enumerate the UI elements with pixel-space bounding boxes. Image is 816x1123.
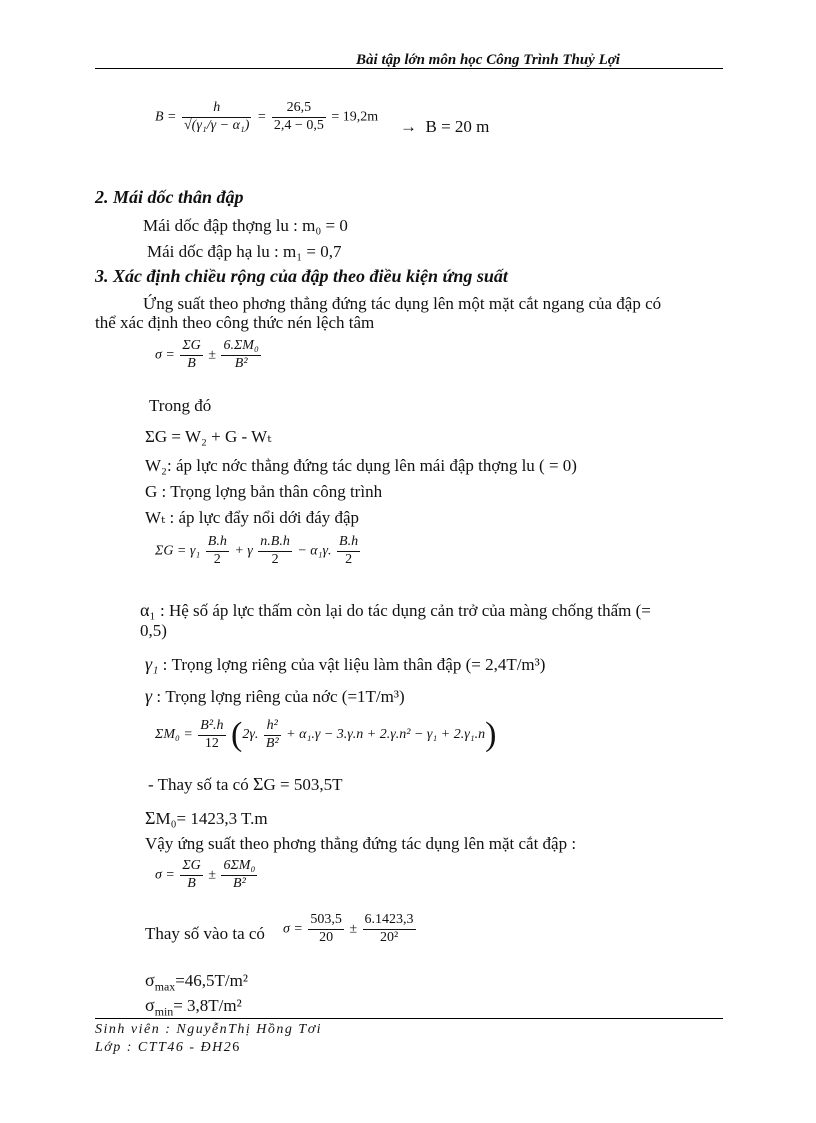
w2-definition: W₂: áp lực nớc thẳng đứng tác dụng lên mái đập thợng lu ( = 0) xyxy=(145,456,577,475)
sum-m0-value: ΣM₀= 1423,3 T.m xyxy=(145,808,268,828)
para-1a: Ứng suất theo phơng thẳng đứng tác dụng lên một mặt cắt ngang của đập có xyxy=(143,294,662,313)
sum-g-value: - Thay số ta có ΣG = 503,5T xyxy=(148,774,343,794)
page-header: Bài tập lớn môn học Công Trình Thuỷ Lợi xyxy=(356,52,620,68)
header-rule xyxy=(95,68,723,69)
formula-sigma-2: σ = $\frac{\Sigma G}{B}$ ± $\frac{\text{6ΣM₀}}{\text{B²}}$ xyxy=(155,858,256,891)
equation-b: B = $\frac{h}{\text{√(γ₁/γ − α₁)}}$ = $\frac{26,5}{2,4 - 0,5}$ = 19,2m xyxy=(155,100,379,133)
sum-g-definition: ΣG = W₂ + G - Wₜ xyxy=(145,427,272,446)
substitution: Thay số vào ta có xyxy=(145,924,265,943)
alpha-definition: α₁ : Hệ số áp lực thấm còn lại do tác dụng cản trở của màng chống thấm (= xyxy=(140,600,651,620)
alpha1-symbol: α₁ xyxy=(140,600,156,620)
gamma1-definition: γ₁ : Trọng lợng riêng của vật liệu làm thân đập (= 2,4T/m³) xyxy=(145,654,546,674)
sigma-min: $\sigma_{min}= 3,8T/m^2$ xyxy=(145,995,242,1019)
page-number: 6 xyxy=(232,1040,240,1055)
formula-sigma-numeric: σ = $\frac{503,5}{20}$ ± $\frac{6.1423,3}{\text{20²}}$ xyxy=(283,912,414,945)
wt-definition: Wₜ : áp lực đẩy nổi dới đáy đập xyxy=(145,508,360,527)
footer-student: Sinh viên : NguyễnThị Hồng Tơi xyxy=(95,1022,323,1037)
section-2-title: 2. Mái dốc thân đập xyxy=(95,187,244,207)
formula-sum-m0: ΣM₀ = $\frac{\text{B².h}}{12}$ (2γ. $\frac{\text{h²}}{\text{B²}}$ + α₁.γ − 3.γ.n + 2.γ.n² − γ₁ + 2.γ₁.n) xyxy=(155,716,497,753)
gamma-definition: γ : Trọng lợng riêng của nớc (=1T/m³) xyxy=(145,686,405,706)
para-1b: thể xác định theo công thức nén lệch tâm xyxy=(95,313,375,332)
sigma-max: $\sigma_{max}=46,5T/m^2$ xyxy=(145,970,248,994)
section-3-title: 3. Xác định chiều rộng của đập theo điều kiện ứng suất xyxy=(95,266,508,286)
footer-class: Lớp : CTT46 - ĐH26 xyxy=(95,1040,240,1055)
formula-sigma-1: σ = $\frac{\Sigma G}{B}$ ± $\frac{\text{6.ΣM₀}}{\text{B²}}$ xyxy=(155,338,259,371)
formula-sum-g: ΣG = γ₁ $\frac{B.h}{2}$ + γ $\frac{n.B.h}{2}$ − α₁γ. $\frac{B.h}{2}$ xyxy=(155,534,359,567)
g-definition: G : Trọng lợng bản thân công trình xyxy=(145,482,383,501)
alpha-definition-cont: 0,5) xyxy=(140,621,167,640)
slope-downstream: Mái dốc đập hạ lu : m₁ = 0,7 xyxy=(147,242,342,261)
trong-do: Trong đó xyxy=(149,396,212,415)
equation-b-result: → B = 20 m xyxy=(400,117,490,136)
footer-rule xyxy=(95,1018,723,1019)
slope-upstream: Mái dốc đập thợng lu : m₀ = 0 xyxy=(143,216,348,235)
para-vay: Vậy ứng suất theo phơng thẳng đứng tác dụng lên mặt cắt đập : xyxy=(145,834,577,853)
